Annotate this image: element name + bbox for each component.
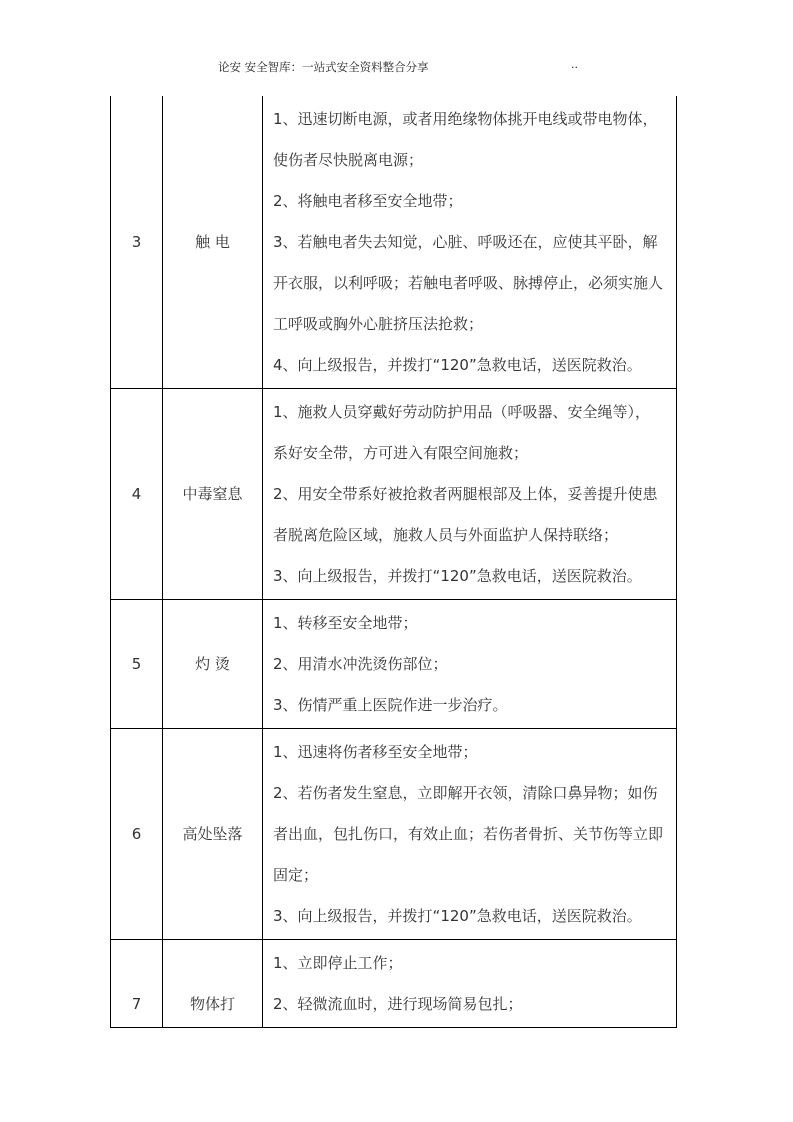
measure-line: 2、若伤者发生窒息，立即解开衣领，清除口鼻异物；如伤 [273, 784, 658, 802]
table-row [111, 940, 677, 1028]
table-row [111, 600, 677, 729]
row-number: 6 [111, 729, 163, 940]
measure-line: 者出血，包扎伤口，有效止血；若伤者骨折、关节伤等立即 [273, 825, 664, 843]
measure-line: 3、伤情严重上医院作进一步治疗。 [273, 696, 508, 714]
emergency-measures-table [110, 96, 677, 1028]
row-number: 5 [111, 600, 163, 729]
measure-line: 1、迅速将伤者移至安全地带； [273, 743, 478, 761]
measure-line: 1、转移至安全地带； [273, 614, 418, 632]
measure-line: 工呼吸或胸外心脏挤压法抢救； [273, 315, 484, 333]
measure-line: 2、用安全带系好被抢救者两腿根部及上体，妥善提升使患 [273, 485, 658, 503]
hazard-type: 灼 烫 [163, 600, 263, 729]
measure-line: 者脱离危险区域，施救人员与外面监护人保持联络； [273, 526, 619, 544]
measure-line: 4、向上级报告，并拨打“120”急救电话，送医院救治。 [273, 356, 642, 374]
page-header: 论安 安全智库：一站式安全资料整合分享 [218, 60, 429, 74]
measure-line: 3、若触电者失去知觉，心脏、呼吸还在，应使其平卧，解 [273, 233, 658, 251]
measure-line: 2、轻微流血时，进行现场简易包扎； [273, 995, 523, 1013]
row-number: 7 [111, 940, 163, 1028]
row-number: 3 [111, 96, 163, 389]
table-row [111, 96, 677, 389]
measures-cell [263, 600, 677, 729]
measure-line: 使伤者尽快脱离电源； [273, 151, 424, 169]
measure-line: 1、施救人员穿戴好劳动防护用品（呼吸器、安全绳等）， [273, 403, 651, 421]
hazard-type: 物体打 [163, 940, 263, 1028]
measure-line: 开衣服，以利呼吸；若触电者呼吸、脉搏停止，必须实施人 [273, 274, 664, 292]
measures-cell [263, 729, 677, 940]
page-header-dots: .. [571, 58, 578, 71]
measures-cell [263, 940, 677, 1028]
hazard-type: 触 电 [163, 96, 263, 389]
table-row [111, 389, 677, 600]
measure-line: 固定； [273, 866, 319, 884]
hazard-type: 中毒窒息 [163, 389, 263, 600]
measure-line: 2、将触电者移至安全地带； [273, 192, 463, 210]
measure-line: 2、用清水冲洗烫伤部位； [273, 655, 448, 673]
measures-cell [263, 96, 677, 389]
measure-line: 1、迅速切断电源，或者用绝缘物体挑开电线或带电物体， [273, 110, 658, 128]
measure-line: 3、向上级报告，并拨打“120”急救电话，送医院救治。 [273, 567, 642, 585]
measures-cell [263, 389, 677, 600]
measure-line: 系好安全带，方可进入有限空间施救； [273, 444, 529, 462]
table-row [111, 729, 677, 940]
hazard-type: 高处坠落 [163, 729, 263, 940]
measure-line: 3、向上级报告，并拨打“120”急救电话，送医院救治。 [273, 907, 642, 925]
measure-line: 1、立即停止工作； [273, 954, 403, 972]
row-number: 4 [111, 389, 163, 600]
